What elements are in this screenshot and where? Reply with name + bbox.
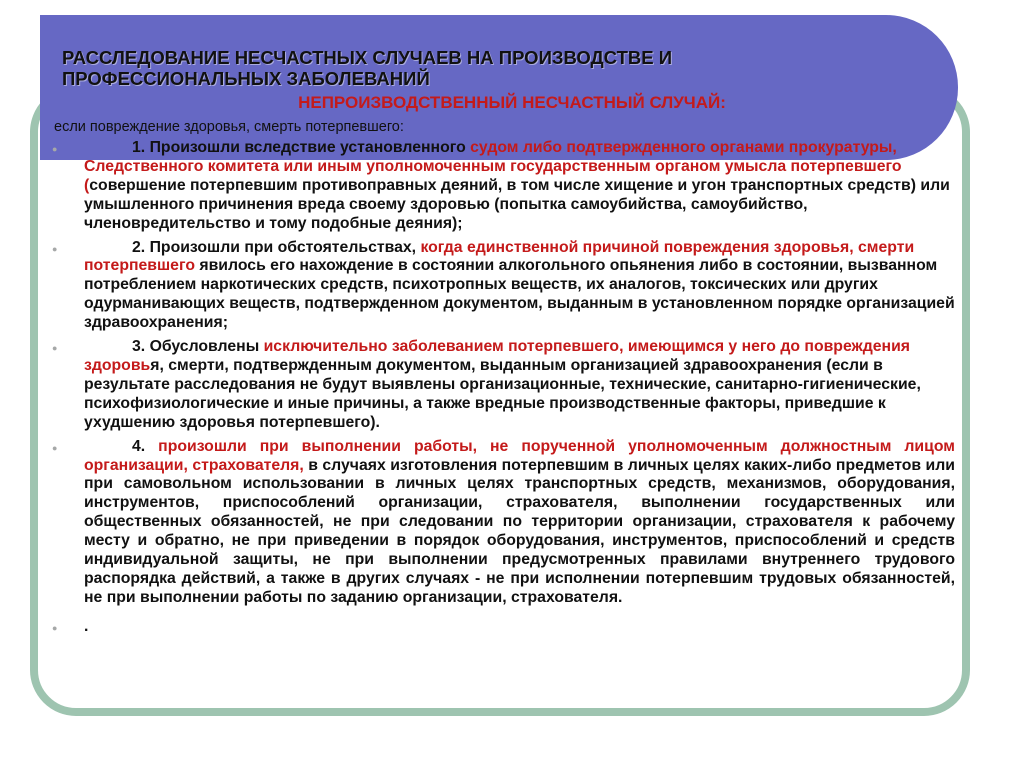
item-1-rest: совершение потерпевшим противоправных деяний, в том числе хищение и угон транспортных средств) или умышленного причинения вреда своему здоровью (попытка самоубийства, самоубийство, членовредительство и тому подобные деяния);	[84, 176, 950, 232]
item-1-highlight: судом либо подтвержденного органами прокуратуры, Следственного комитета или иным уполномоченным государственным органом умысла потерпевшего (	[84, 139, 902, 194]
item-3-text: 3. Обусловлены	[132, 338, 264, 356]
item-2-text: 2. Произошли при обстоятельствах,	[132, 238, 421, 256]
slide-title-line-2: ПРОФЕССИОНАЛЬНЫХ ЗАБОЛЕВАНИЙ	[62, 68, 430, 89]
item-1-text: 1. Произошли вследствие установленного	[132, 139, 471, 156]
slide-title-line-1: РАССЛЕДОВАНИЕ НЕСЧАСТНЫХ СЛУЧАЕВ НА ПРОИЗВОДСТВЕ И	[62, 47, 673, 68]
item-5-text: .	[84, 617, 89, 635]
item-3-highlight: исключительно заболеванием потерпевшего, имеющимся у него до повреждения здоровь	[84, 338, 911, 374]
item-4-rest: в случаях изготовления потерпевшим в личных целях каких-либо предметов или при самовольном использовании в личных целях транспортных средств, механизмов, оборудования, инструментов, приспособлений организации, страхователя, выполнении государственных или общественных обязанностей, не при следовании по территории организации, страхователя к рабочему месту и обратно, не при приведении в порядок оборудования, инструментов, приспособлений и средств индивидуальной защиты, не при выполнении предусмотренных правилами внутреннего трудового распорядка действий, а также в других случаях - не при исполнении потерпевшим трудовых обязанностей, не при выполнении работы по заданию организации, страхователя.	[84, 456, 955, 606]
slide-subtitle: НЕПРОИЗВОДСТВЕННЫЙ НЕСЧАСТНЫЙ СЛУЧАЙ:	[298, 93, 726, 112]
item-2-highlight: когда единственной причиной повреждения здоровья, смерти потерпевшего	[84, 238, 915, 275]
list-item-3	[84, 338, 955, 433]
list-item-1	[84, 139, 955, 234]
list-item-2	[84, 239, 955, 334]
slide-title	[62, 47, 672, 89]
lead-text: если повреждение здоровья, смерть потерпевшего:	[54, 119, 404, 135]
item-2-rest: явилось его нахождение в состоянии алкогольного опьянения либо в состоянии, вызванном потреблением наркотических средств, психотропных веществ, их аналогов, токсических или других одурманивающих веществ, подтвержденном документом, выданным в установленном порядке организацией здравоохранения;	[84, 257, 955, 332]
item-4-text: 4.	[132, 437, 159, 455]
list-item-4	[84, 438, 955, 608]
item-4-highlight: произошли при выполнении работы, не порученной уполномоченным должностным лицом организации, страхователя,	[84, 437, 955, 474]
item-3-rest: я, смерти, подтвержденным документом, выданным организацией здравоохранения (если в результате расследования не будут выявлены организационные, технические, санитарно-гигиенические, психофизиологические и иные причины, а также вредные производственные факторы, приведшие к ухудшению здоровья потерпевшего).	[84, 356, 921, 431]
condition-list	[84, 139, 955, 642]
list-item-5	[84, 618, 955, 637]
